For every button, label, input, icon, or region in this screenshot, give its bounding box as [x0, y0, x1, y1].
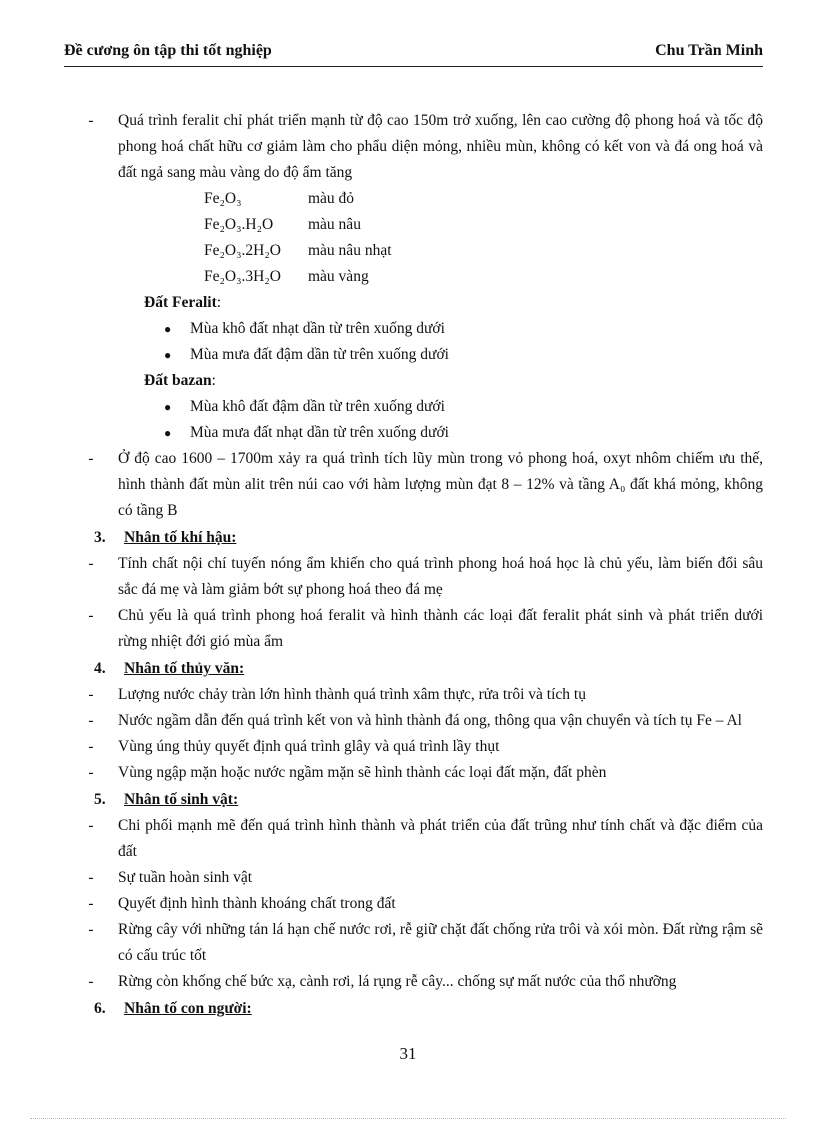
list-item-text: Ở độ cao 1600 – 1700m xảy ra quá trình tích lũy mùn trong vỏ phong hoá, oxyt nhôm chiếm ưu thế, hình thành đất mùn alit trên núi cao với hàm lượng mùn đạt 8 – 12% và tầng A₀ đất khá mỏng, không có tầng B — [118, 450, 763, 519]
subheading-colon: : — [216, 294, 222, 311]
dash-marker: - — [88, 764, 94, 781]
bullet-marker: ● — [164, 348, 172, 362]
bullet-item — [164, 420, 763, 446]
bullet-item — [164, 394, 763, 420]
list-item — [64, 551, 763, 603]
page-header — [64, 42, 763, 67]
formula-row — [204, 186, 392, 212]
list-item-text: Nước ngầm dẫn đến quá trình kết von và hình thành đá ong, thông qua vận chuyển và tích tụ Fe – Al — [118, 712, 742, 729]
dash-marker: - — [88, 921, 94, 938]
section-number: 5. — [94, 791, 106, 808]
formula-row — [204, 238, 392, 264]
dash-marker: - — [88, 869, 94, 886]
list-item-text: Lượng nước chảy tràn lớn hình thành quá trình xâm thực, rửa trôi và tích tụ — [118, 686, 586, 703]
list-item-text: Chủ yếu là quá trình phong hoá feralit và hình thành các loại đất feralit phát sinh và phát triển dưới rừng nhiệt đới gió mùa ẩm — [118, 607, 763, 650]
list-item-text: Vùng ngập mặn hoặc nước ngầm mặn sẽ hình thành các loại đất mặn, đất phèn — [118, 764, 607, 781]
page-content — [64, 108, 763, 1022]
formula-color: màu nâu nhạt — [308, 242, 392, 259]
list-item — [64, 708, 763, 734]
list-item-text: Vùng úng thủy quyết định quá trình glây và quá trình lầy thụt — [118, 738, 500, 755]
bullet-text: Mùa khô đất nhạt dần từ trên xuống dưới — [190, 320, 445, 337]
formula-color: màu đỏ — [308, 190, 355, 207]
bullet-text: Mùa mưa đất nhạt dần từ trên xuống dưới — [190, 424, 449, 441]
section-heading — [64, 525, 763, 551]
list-item — [64, 446, 763, 524]
subheading-colon: : — [211, 372, 216, 389]
formula-color: màu nâu — [308, 216, 361, 233]
section-title: Nhân tố khí hậu: — [124, 529, 237, 546]
section-number: 6. — [94, 1000, 106, 1017]
list-item — [64, 917, 763, 969]
list-item-text: Quá trình feralit chỉ phát triển mạnh từ độ cao 150m trở xuống, lên cao cường độ phong hoá và tốc độ phong hoá chất hữu cơ giảm làm cho phẩu diện mỏng, nhiều mùn, không có kết von và đá ong hoá và đất ngả sang màu vàng do độ ẩm tăng — [118, 112, 763, 181]
bullet-text: Mùa khô đất đậm dần từ trên xuống dưới — [190, 398, 445, 415]
subheading-text: Đất Feralit — [144, 294, 217, 311]
dash-marker: - — [88, 973, 94, 990]
header-doc-title: Đề cương ôn tập thi tốt nghiệp — [64, 42, 272, 59]
list-item — [64, 891, 763, 917]
formula-color: màu vàng — [308, 268, 369, 285]
page-bottom-divider — [30, 1118, 786, 1119]
list-item-text: Rừng cây với những tán lá hạn chế nước rơi, rễ giữ chặt đất chống rửa trôi và xói mòn. Đất rừng rậm sẽ có cấu trúc tốt — [118, 921, 763, 964]
dash-marker: - — [88, 112, 94, 129]
list-item-text: Chi phối mạnh mẽ đến quá trình hình thành và phát triển của đất trũng như tính chất và đặc điểm của đất — [118, 817, 763, 860]
list-item — [64, 969, 763, 995]
dash-marker: - — [88, 450, 94, 467]
formula-table — [204, 186, 392, 290]
list-item — [64, 813, 763, 865]
bullet-item — [164, 342, 763, 368]
dash-marker: - — [88, 555, 94, 572]
dash-marker: - — [88, 895, 94, 912]
section-heading — [64, 787, 763, 813]
dash-marker: - — [88, 607, 94, 624]
list-item — [64, 603, 763, 655]
formula: Fe₂O₃.H₂O — [204, 216, 274, 233]
dash-marker: - — [88, 712, 94, 729]
list-item — [64, 865, 763, 891]
header-author: Chu Trần Minh — [655, 42, 763, 59]
list-item-text: Sự tuần hoàn sinh vật — [118, 869, 253, 886]
formula-row — [204, 212, 392, 238]
bullet-item — [164, 316, 763, 342]
dash-marker: - — [88, 817, 94, 834]
subheading-text: Đất bazan — [144, 372, 212, 389]
section-heading — [64, 996, 763, 1022]
bullet-marker: ● — [164, 400, 172, 414]
bullet-text: Mùa mưa đất đậm dần từ trên xuống dưới — [190, 346, 449, 363]
page-number: 31 — [399, 1044, 417, 1063]
list-item-text: Tính chất nội chí tuyến nóng ẩm khiến cho quá trình phong hoá hoá học là chủ yếu, làm biến đổi sâu sắc đá mẹ và làm giảm bớt sự phong hoá theo đá mẹ — [118, 555, 763, 598]
formula: Fe₂O₃.2H₂O — [204, 242, 281, 259]
subheading-bazan — [144, 368, 763, 394]
list-item — [64, 682, 763, 708]
section-number: 4. — [94, 660, 106, 677]
list-item-text: Rừng còn khống chế bức xạ, cành rơi, lá rụng rễ cây... chống sự mất nước của thổ nhưỡng — [118, 973, 677, 990]
formula-row — [204, 264, 392, 290]
subheading-feralit — [144, 290, 763, 316]
bullet-marker: ● — [164, 322, 172, 336]
dash-marker: - — [88, 686, 94, 703]
list-item — [64, 108, 763, 186]
dash-marker: - — [88, 738, 94, 755]
bullet-marker: ● — [164, 426, 172, 440]
list-item-text: Quyết định hình thành khoáng chất trong đất — [118, 895, 396, 912]
section-title: Nhân tố con người: — [124, 1000, 252, 1017]
formula: Fe₂O₃ — [204, 190, 242, 207]
list-item — [64, 760, 763, 786]
section-number: 3. — [94, 529, 106, 546]
formula: Fe₂O₃.3H₂O — [204, 268, 281, 285]
section-title: Nhân tố thủy văn: — [124, 660, 245, 677]
section-heading — [64, 656, 763, 682]
list-item — [64, 734, 763, 760]
section-title: Nhân tố sinh vật: — [124, 791, 239, 808]
